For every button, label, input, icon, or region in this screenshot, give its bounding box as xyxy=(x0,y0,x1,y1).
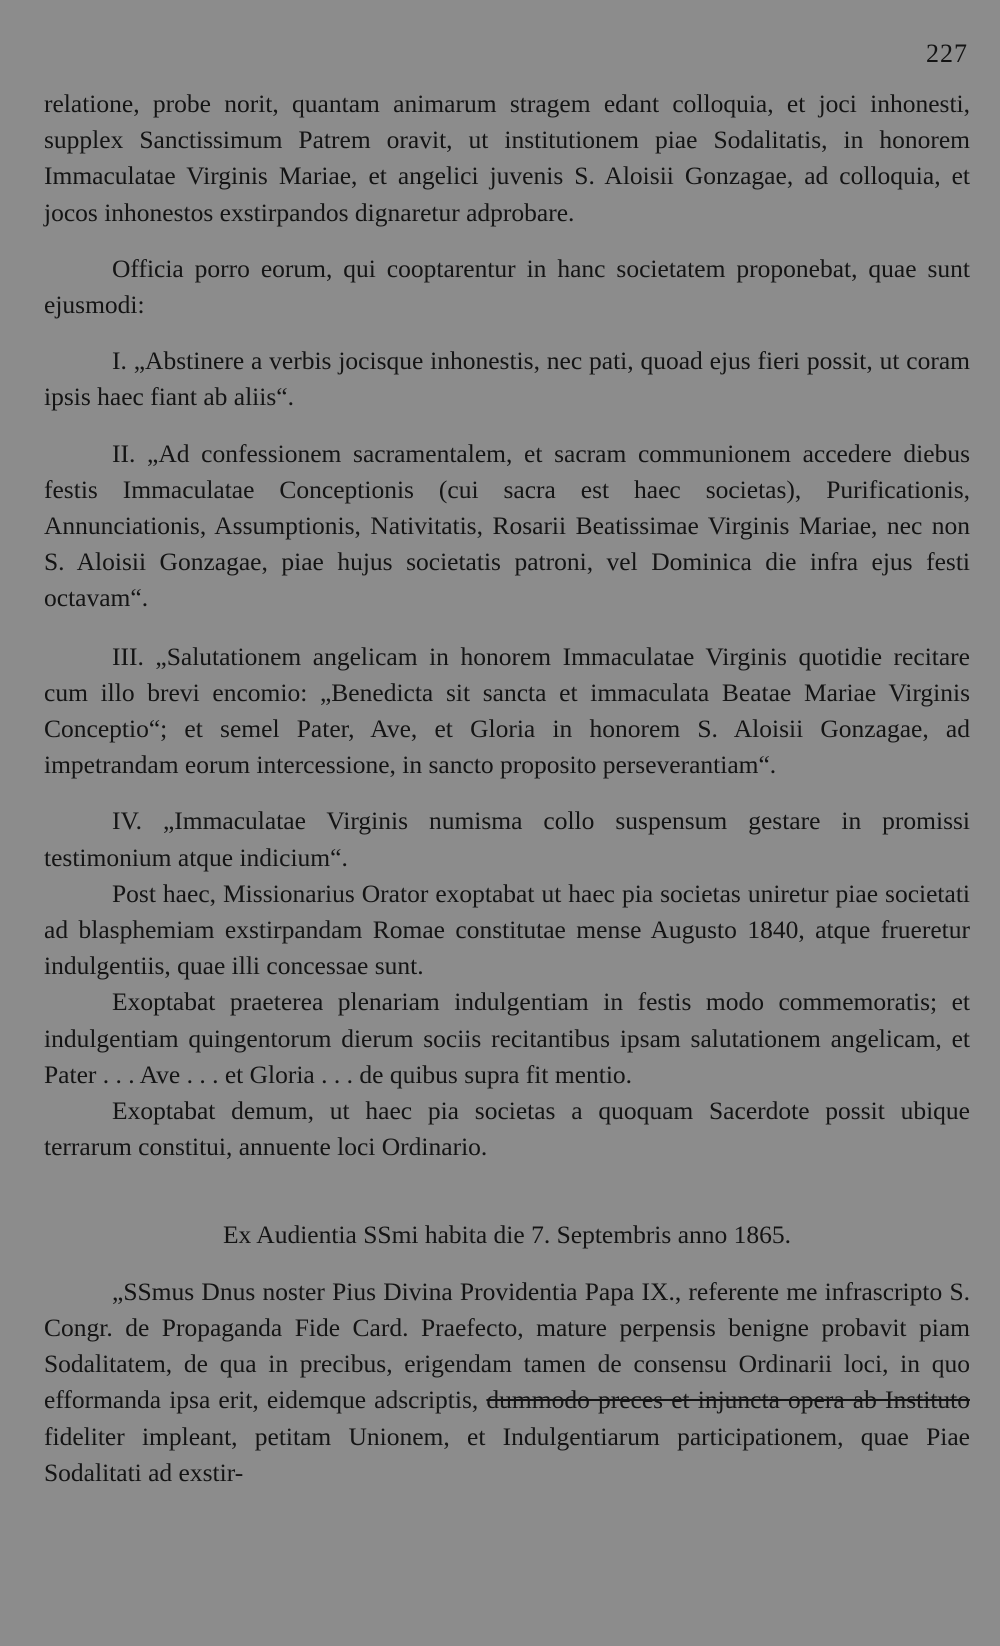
spacer xyxy=(44,231,970,251)
paragraph-intro: relatione, probe norit, quantam animarum stragem edant colloquia, et joci inhonesti, supplex Sanctissimum Patrem oravit, ut institutionem piae Sodalitatis, in honorem Immaculatae Virginis Mariae, et angelici juvenis S. Aloisii Gonzagae, ad colloquia, et jocos inhonestos exstirpandos dignaretur adprobare. xyxy=(44,89,970,227)
rule-item-3: III. „Salutationem angelicam in honorem Immaculatae Virginis quotidie recitare cum illo brevi encomio: „Benedicta sit sancta et immaculata Beatae Mariae Virginis Conceptio“; et semel Pater, Ave, et Gloria in honorem S. Aloisii Gonzagae, ad impetrandam eorum intercessione, in sancto proposito perseverantiam“. xyxy=(44,641,970,780)
page-body xyxy=(44,86,970,1491)
paragraph-indulgence-request: Exoptabat praeterea plenariam indulgentiam in festis modo commemoratis; et indulgentiam quingentorum dierum sociis recitantibus ipsam salutationem angelicam, et Pater . . . Ave . . . et Gloria . . . de quibus supra fit mentio. xyxy=(44,987,970,1089)
rule-item-1: I. „Abstinere a verbis jocisque inhonestis, nec pati, quoad ejus fieri possit, ut coram ipsis haec fiant ab aliis“. xyxy=(44,346,970,412)
paragraph-officia: Officia porro eorum, qui cooptarentur in hanc societatem proponebat, quae sunt ejusmodi: xyxy=(44,253,970,320)
paragraph-union-request: Post haec, Missionarius Orator exoptabat ut haec pia societas uniretur piae societati ad blasphemiam exstirpandam Romae constitutae mense Augusto 1840, atque frueretur indulgentiis, quae illi concessae sunt. xyxy=(44,878,970,981)
decree-text-start: „SSmus Dnus noster Pius Divina Providentia Papa IX., referente me infrascripto S. Congr. de Propaganda Fide Card. Praefecto, mature perpensis benigne probavit piam Sodalitatem, de qua in precibus, erigendam tamen de consensu Ordinarii loci, in quo efformanda ipsa erit, eidemque adscriptis, xyxy=(44,1276,970,1415)
struck-through-text: dummodo preces et injuncta opera ab Instituto xyxy=(486,1385,970,1415)
spacer xyxy=(44,617,970,639)
paragraph-priest-request: Exoptabat demum, ut haec pia societas a quoquam Sacerdote possit ubique terrarum constitui, annuente loci Ordinario. xyxy=(44,1096,970,1162)
decree-text-end: fideliter impleant, petitam Unionem, et Indulgentiarum participationem, quae Piae Sodalitati ad exstir- xyxy=(44,1421,970,1487)
audience-heading: Ex Audientia SSmi habita die 7. Septembris anno 1865. xyxy=(222,1220,792,1250)
spacer xyxy=(44,783,970,803)
spacer xyxy=(44,1165,970,1217)
rule-item-4: IV. „Immaculatae Virginis numisma collo suspensum gestare in promissi testimonium atque indicium“. xyxy=(44,806,970,872)
rule-item-2: II. „Ad confessionem sacramentalem, et sacram communionem accedere diebus festis Immaculatae Conceptionis (cui sacra est haec societas), Purificationis, Annunciationis, Assumptionis, Nativitatis, Rosarii Beatissimae Virginis Mariae, nec non S. Aloisii Gonzagae, piae hujus societatis patroni, vel Dominica die infra ejus festi octavam“. xyxy=(44,438,970,613)
spacer xyxy=(44,1254,970,1274)
paragraph-decree xyxy=(44,1274,970,1491)
spacer xyxy=(44,416,970,436)
page-number: 227 xyxy=(926,39,968,68)
spacer xyxy=(44,323,970,343)
